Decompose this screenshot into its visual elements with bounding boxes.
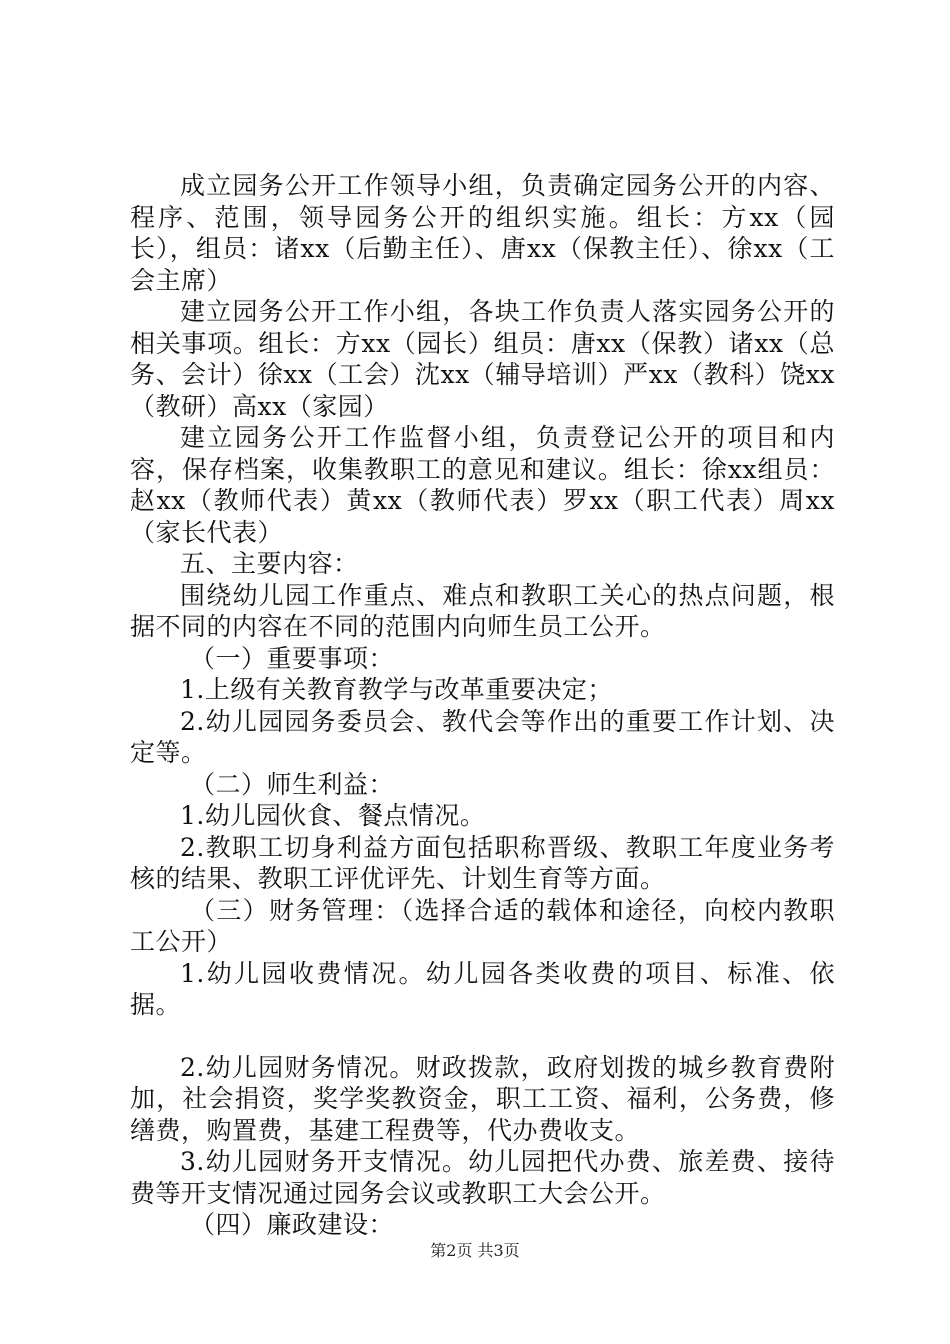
subheading-finance: （三）财务管理：（选择合适的载体和途径，向校内教职工公开） <box>130 895 835 956</box>
list-item-finance-2: 2.幼儿园财务情况。财政拨款，政府划拨的城乡教育费附加，社会捐资，奖学奖教资金，职工工资、福利，公务费，修缮费，购置费，基建工程费等，代办费收支。 <box>130 1052 835 1145</box>
subheading-staff-interests: （二）师生利益： <box>190 769 395 799</box>
paragraph-main-content-intro: 围绕幼儿园工作重点、难点和教职工关心的热点问题，根据不同的内容在不同的范围内向师生员工公开。 <box>130 580 835 641</box>
page-number-footer: 第2页 共3页 <box>430 1241 520 1260</box>
list-item-interests-1: 1.幼儿园伙食、餐点情况。 <box>180 801 486 830</box>
paragraph-leadership-group: 成立园务公开工作领导小组，负责确定园务公开的内容、程序、范围，领导园务公开的组织实施。组长：方xx（园长），组员：诸xx（后勤主任）、唐xx（保教主任）、徐xx（工会主席） <box>130 171 835 295</box>
paragraph-working-group: 建立园务公开工作小组，各块工作负责人落实园务公开的相关事项。组长：方xx（园长）组员：唐xx（保教）诸xx（总务、会计）徐xx（工会）沈xx（辅导培训）严xx（教科）饶xx（教研）高xx（家园） <box>130 297 835 421</box>
document-body <box>130 170 835 1241</box>
section-heading-main-content: 五、主要内容： <box>180 549 359 578</box>
list-item-finance-3: 3.幼儿园财务开支情况。幼儿园把代办费、旅差费、接待费等开支情况通过园务会议或教职工大会公开。 <box>130 1147 835 1208</box>
list-item-important-1: 1.上级有关教育教学与改革重要决定； <box>180 675 613 704</box>
subheading-integrity: （四）廉政建设： <box>190 1210 395 1239</box>
list-item-interests-2: 2.教职工切身利益方面包括职称晋级、教职工年度业务考核的结果、教职工评优评先、计划生育等方面。 <box>130 832 835 893</box>
list-item-important-2: 2.幼儿园园务委员会、教代会等作出的重要工作计划、决定等。 <box>130 706 835 767</box>
subheading-important-matters: （一）重要事项： <box>190 643 395 673</box>
list-item-finance-1: 1.幼儿园收费情况。幼儿园各类收费的项目、标准、依据。 <box>130 958 835 1019</box>
paragraph-supervision-group: 建立园务公开工作监督小组，负责登记公开的项目和内容，保存档案，收集教职工的意见和建议。组长：徐xx组员：赵xx（教师代表）黄xx（教师代表）罗xx（职工代表）周xx（家长代表） <box>130 423 835 547</box>
